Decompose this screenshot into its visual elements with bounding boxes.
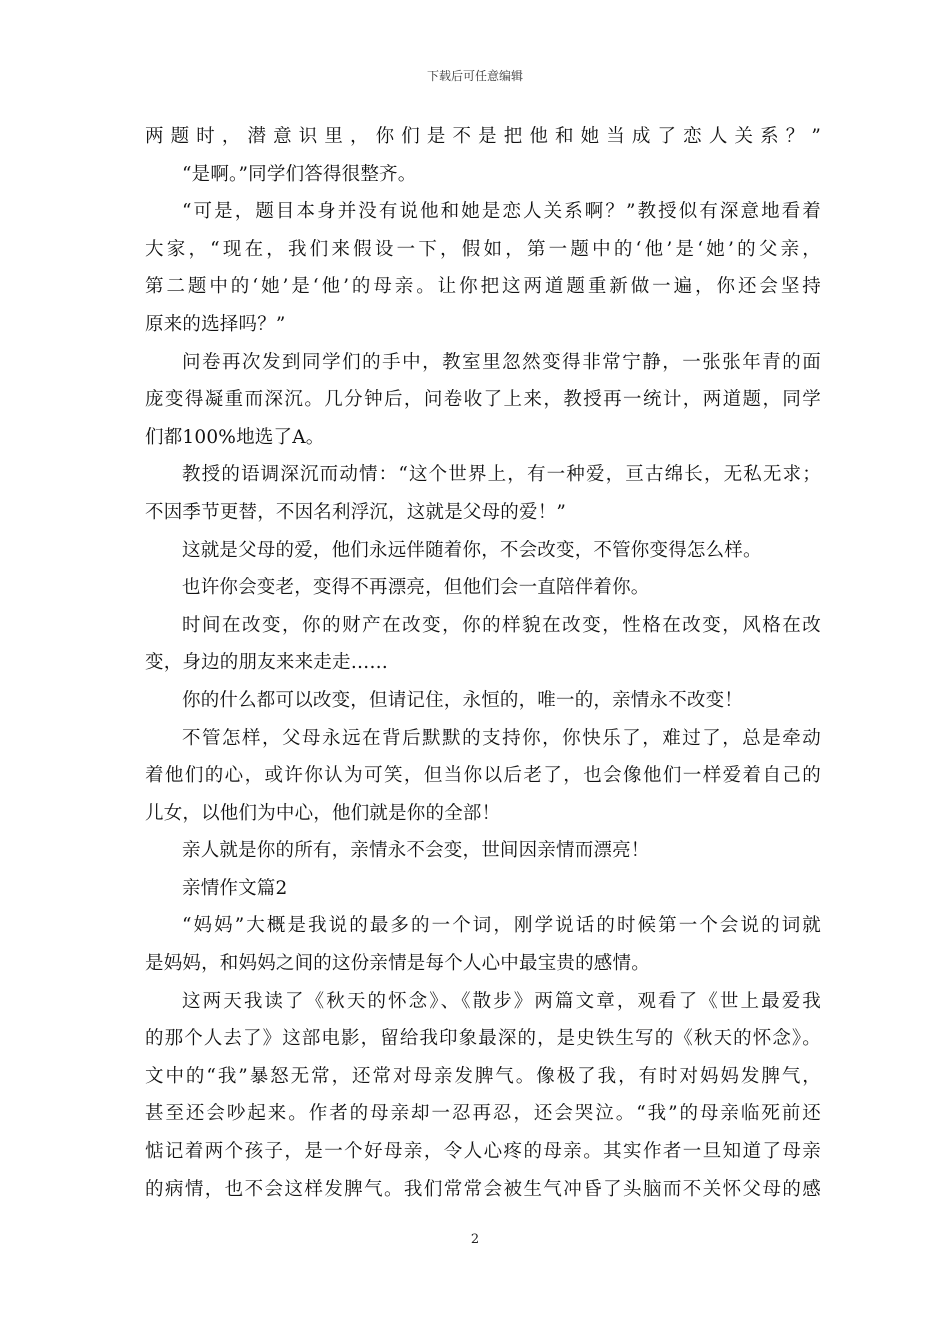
text-line: 你的什么都可以改变，但请记住，永恒的，唯一的，亲情永不改变！ xyxy=(182,689,744,711)
text-line: 的那个人去了》这部电影，留给我印象最深的，是史铁生写的《秋天的怀念》。 xyxy=(145,1028,821,1050)
text-line: 原来的选择吗？” xyxy=(145,313,286,335)
text-line: 文中的“我”暴怒无常，还常对母亲发脾气。像极了我，有时对妈妈发脾气， xyxy=(145,1065,821,1087)
text-line: 教授的语调深沉而动情：“这个世界上，有一种爱，亘古绵长，无私无求； xyxy=(182,464,821,486)
text-line: 这两天我读了《秋天的怀念》、《散步》两篇文章，观看了《世上最爱我 xyxy=(182,990,821,1012)
document-body xyxy=(145,118,821,1208)
text-line: “妈妈”大概是我说的最多的一个词，刚学说话的时候第一个会说的词就 xyxy=(182,915,821,937)
text-line: 也许你会变老，变得不再漂亮，但他们会一直陪伴着你。 xyxy=(182,577,650,599)
text-line: 大家，“现在，我们来假设一下，假如，第一题中的‘他’是‘她’的父亲， xyxy=(145,238,821,260)
text-line: 两题时，潜意识里，你们是不是把他和她当成了恋人关系？” xyxy=(145,126,821,147)
text-line: 第二题中的‘她’是‘他’的母亲。让你把这两道题重新做一遍，你还会坚持 xyxy=(145,276,821,298)
text-line: 着他们的心，或许你认为可笑，但当你以后老了，也会像他们一样爱着自己的 xyxy=(145,765,821,787)
text-line: “可是，题目本身并没有说他和她是恋人关系啊？”教授似有深意地看着 xyxy=(182,201,821,223)
text-line: 不管怎样，父母永远在背后默默的支持你，你快乐了，难过了，总是牵动 xyxy=(182,727,821,749)
text-line: 庞变得凝重而深沉。几分钟后，问卷收了上来，教授再一统计，两道题，同学 xyxy=(145,389,821,411)
page-number: 2 xyxy=(470,1232,480,1247)
text-line: 是妈妈，和妈妈之间的这份亲情是每个人心中最宝贵的感情。 xyxy=(145,953,650,975)
text-line: “是啊。”同学们答得很整齐。 xyxy=(182,163,417,185)
text-line: 时间在改变，你的财产在改变，你的样貌在改变，性格在改变，风格在改 xyxy=(182,614,821,636)
text-line: 变，身边的朋友来来走走…… xyxy=(145,652,389,674)
text-line: 亲人就是你的所有，亲情永不会变，世间因亲情而漂亮！ xyxy=(182,840,650,862)
section-heading: 亲情作文篇2 xyxy=(182,877,288,899)
text-line: 惦记着两个孩子，是一个好母亲，令人心疼的母亲。其实作者一旦知道了母亲 xyxy=(145,1141,821,1163)
text-line: 问卷再次发到同学们的手中，教室里忽然变得非常宁静，一张张年青的面 xyxy=(182,351,821,373)
text-line: 这就是父母的爱，他们永远伴随着你，不会改变，不管你变得怎么样。 xyxy=(182,539,762,561)
text-line: 的病情，也不会这样发脾气。我们常常会被生气冲昏了头脑而不关怀父母的感 xyxy=(145,1178,821,1200)
page-header: 下载后可任意编辑 xyxy=(426,69,523,83)
text-line: 甚至还会吵起来。作者的母亲却一忍再忍，还会哭泣。“我”的母亲临死前还 xyxy=(145,1103,821,1125)
text-line: 不因季节更替，不因名利浮沉，这就是父母的爱！” xyxy=(145,501,567,523)
text-line: 们都100%地选了A。 xyxy=(145,426,325,448)
text-line: 儿女，以他们为中心，他们就是你的全部！ xyxy=(145,802,501,824)
